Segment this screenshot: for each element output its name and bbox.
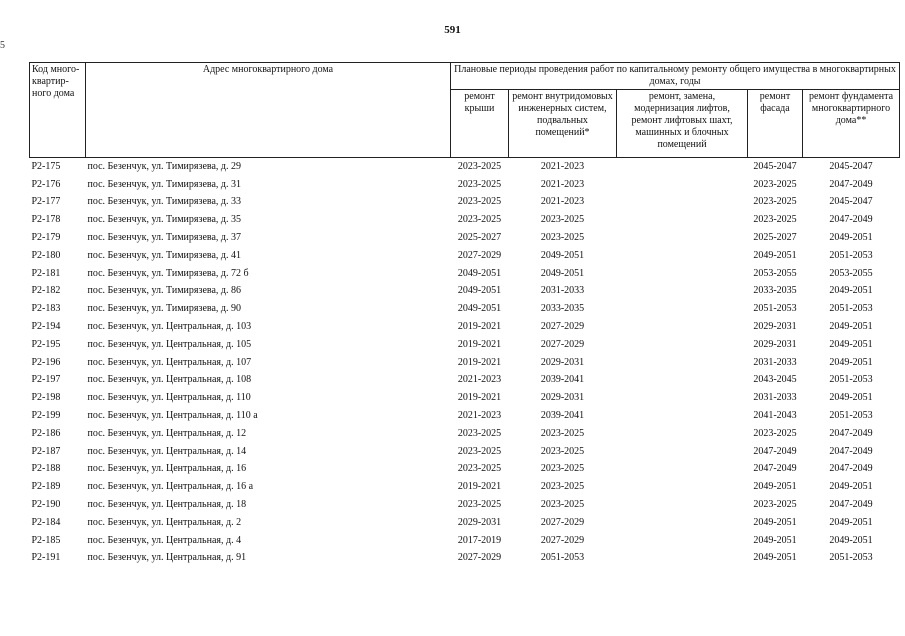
cell-systems: 2023-2025 [540,232,585,244]
cell-roof: 2023-2025 [457,445,502,457]
cell-elevators [617,443,748,461]
cell-systems: 2027-2029 [540,534,585,546]
cell-foundation: 2047-2049 [829,463,873,475]
cell-facade: 2045-2047 [753,160,797,172]
cell-code: Р2-181 [31,267,61,279]
cell-facade: 2025-2027 [753,232,797,244]
cell-address: пос. Безенчук, ул. Тимирязева, д. 41 [87,249,242,261]
cell-code: Р2-177 [31,196,61,208]
cell-code: Р2-184 [31,516,61,528]
cell-code: Р2-183 [31,303,61,315]
table-row [30,283,900,301]
table-row [30,514,900,532]
table-row [30,336,900,354]
cell-systems: 2033-2035 [540,303,585,315]
cell-address: пос. Безенчук, ул. Центральная, д. 16 а [87,481,254,493]
cell-address: пос. Безенчук, ул. Тимирязева, д. 72 б [87,267,249,279]
cell-foundation: 2047-2049 [829,427,873,439]
cell-address: пос. Безенчук, ул. Центральная, д. 105 [87,338,252,350]
cell-foundation: 2047-2049 [829,445,873,457]
cell-facade: 2023-2025 [753,499,797,511]
cell-roof: 2023-2025 [457,196,502,208]
cell-roof: 2049-2051 [457,267,502,279]
cell-elevators [617,176,748,194]
cell-foundation: 2049-2051 [829,516,873,528]
cell-systems: 2023-2025 [540,445,585,457]
cell-code: Р2-180 [31,249,61,261]
cell-systems: 2029-2031 [540,392,585,404]
cell-systems: 2029-2031 [540,356,585,368]
margin-mark: 5 [0,40,5,51]
cell-elevators [617,300,748,318]
cell-facade: 2029-2031 [753,338,797,350]
cell-systems: 2021-2023 [540,160,585,172]
cell-roof: 2027-2029 [457,552,502,564]
cell-foundation: 2051-2053 [829,410,873,422]
cell-address: пос. Безенчук, ул. Тимирязева, д. 86 [87,285,242,297]
table-row [30,407,900,425]
cell-systems: 2023-2025 [540,427,585,439]
cell-roof: 2021-2023 [457,410,502,422]
cell-address: пос. Безенчук, ул. Центральная, д. 110 [87,392,251,404]
cell-facade: 2043-2045 [753,374,797,386]
cell-elevators [617,550,748,568]
cell-foundation: 2045-2047 [829,160,873,172]
cell-roof: 2049-2051 [457,303,502,315]
cell-foundation: 2049-2051 [829,285,873,297]
cell-facade: 2049-2051 [753,552,797,564]
header-periods: Плановые периоды проведения работ по капитальному ремонту общего имущества в многоквартирных домах, годы [451,63,900,90]
cell-facade: 2023-2025 [753,196,797,208]
cell-roof: 2021-2023 [457,374,502,386]
cell-systems: 2023-2025 [540,481,585,493]
cell-elevators [617,372,748,390]
cell-address: пос. Безенчук, ул. Тимирязева, д. 37 [87,232,242,244]
cell-code: Р2-191 [31,552,61,564]
cell-roof: 2019-2021 [457,356,502,368]
cell-roof: 2025-2027 [457,232,502,244]
cell-facade: 2023-2025 [753,214,797,226]
header-address: Адрес многоквартирного дома [86,63,451,158]
cell-systems: 2049-2051 [540,267,585,279]
cell-elevators [617,211,748,229]
cell-code: Р2-176 [31,178,61,190]
cell-foundation: 2051-2053 [829,552,873,564]
cell-facade: 2031-2033 [753,356,797,368]
cell-facade: 2031-2033 [753,392,797,404]
cell-roof: 2019-2021 [457,481,502,493]
cell-address: пос. Безенчук, ул. Тимирязева, д. 33 [87,196,242,208]
cell-address: пос. Безенчук, ул. Центральная, д. 108 [87,374,252,386]
page-number: 591 [444,24,461,36]
table-row [30,176,900,194]
cell-facade: 2049-2051 [753,516,797,528]
cell-code: Р2-190 [31,499,61,511]
cell-foundation: 2051-2053 [829,303,873,315]
cell-foundation: 2051-2053 [829,249,873,261]
cell-address: пос. Безенчук, ул. Тимирязева, д. 90 [87,303,242,315]
header-roof: ремонт крыши [451,90,509,158]
table-row [30,532,900,550]
cell-facade: 2049-2051 [753,481,797,493]
cell-code: Р2-185 [31,534,61,546]
cell-systems: 2039-2041 [540,410,585,422]
table-row [30,496,900,514]
table-row [30,389,900,407]
cell-elevators [617,461,748,479]
header-systems: ремонт внутридомовых инженерных систем, подвальных помещений* [509,90,617,158]
cell-address: пос. Безенчук, ул. Центральная, д. 103 [87,321,252,333]
cell-address: пос. Безенчук, ул. Тимирязева, д. 29 [87,160,242,172]
table-row [30,461,900,479]
table-row [30,425,900,443]
cell-roof: 2049-2051 [457,285,502,297]
cell-code: Р2-186 [31,427,61,439]
table-row [30,318,900,336]
cell-elevators [617,514,748,532]
cell-elevators [617,532,748,550]
cell-roof: 2029-2031 [457,516,502,528]
cell-code: Р2-175 [31,160,61,172]
cell-foundation: 2053-2055 [829,267,873,279]
cell-facade: 2029-2031 [753,321,797,333]
cell-elevators [617,247,748,265]
cell-foundation: 2049-2051 [829,534,873,546]
cell-systems: 2023-2025 [540,214,585,226]
cell-elevators [617,265,748,283]
cell-facade: 2053-2055 [753,267,797,279]
cell-address: пос. Безенчук, ул. Центральная, д. 14 [87,445,247,457]
cell-elevators [617,229,748,247]
table-row [30,443,900,461]
cell-foundation: 2049-2051 [829,392,873,404]
cell-foundation: 2049-2051 [829,321,873,333]
cell-systems: 2021-2023 [540,196,585,208]
cell-foundation: 2047-2049 [829,214,873,226]
cell-elevators [617,354,748,372]
table-row [30,247,900,265]
table-row [30,158,900,176]
cell-facade: 2049-2051 [753,249,797,261]
cell-address: пос. Безенчук, ул. Центральная, д. 18 [87,499,247,511]
cell-roof: 2027-2029 [457,249,502,261]
cell-elevators [617,194,748,212]
cell-address: пос. Безенчук, ул. Центральная, д. 2 [87,516,242,528]
header-code: Код много-квартир-ного дома [30,63,86,158]
cell-systems: 2049-2051 [540,249,585,261]
cell-systems: 2051-2053 [540,552,585,564]
cell-facade: 2041-2043 [753,410,797,422]
repair-schedule-table [29,62,900,567]
cell-address: пос. Безенчук, ул. Центральная, д. 16 [87,463,247,475]
cell-roof: 2023-2025 [457,427,502,439]
cell-elevators [617,425,748,443]
cell-foundation: 2049-2051 [829,481,873,493]
cell-roof: 2023-2025 [457,463,502,475]
cell-address: пос. Безенчук, ул. Центральная, д. 91 [87,552,247,564]
cell-address: пос. Безенчук, ул. Тимирязева, д. 35 [87,214,242,226]
cell-facade: 2023-2025 [753,178,797,190]
cell-elevators [617,407,748,425]
cell-code: Р2-198 [31,392,61,404]
cell-code: Р2-194 [31,321,61,333]
table-header [30,63,900,158]
cell-elevators [617,478,748,496]
cell-roof: 2023-2025 [457,214,502,226]
cell-foundation: 2047-2049 [829,499,873,511]
cell-foundation: 2047-2049 [829,178,873,190]
table-row [30,229,900,247]
cell-systems: 2039-2041 [540,374,585,386]
cell-code: Р2-188 [31,463,61,475]
cell-address: пос. Безенчук, ул. Центральная, д. 107 [87,356,252,368]
cell-systems: 2031-2033 [540,285,585,297]
cell-systems: 2023-2025 [540,463,585,475]
cell-elevators [617,318,748,336]
cell-elevators [617,496,748,514]
cell-facade: 2051-2053 [753,303,797,315]
cell-code: Р2-195 [31,338,61,350]
header-foundation: ремонт фундамента многоквартирного дома** [803,90,900,158]
cell-code: Р2-199 [31,410,61,422]
cell-facade: 2033-2035 [753,285,797,297]
cell-facade: 2049-2051 [753,534,797,546]
cell-roof: 2019-2021 [457,392,502,404]
table-row [30,478,900,496]
table-row [30,300,900,318]
cell-systems: 2021-2023 [540,178,585,190]
cell-code: Р2-196 [31,356,61,368]
table-row [30,550,900,568]
table-row [30,194,900,212]
cell-address: пос. Безенчук, ул. Центральная, д. 4 [87,534,242,546]
cell-code: Р2-189 [31,481,61,493]
cell-facade: 2023-2025 [753,427,797,439]
cell-elevators [617,389,748,407]
cell-roof: 2017-2019 [457,534,502,546]
cell-elevators [617,283,748,301]
cell-roof: 2023-2025 [457,499,502,511]
cell-code: Р2-187 [31,445,61,457]
cell-address: пос. Безенчук, ул. Тимирязева, д. 31 [87,178,242,190]
cell-systems: 2027-2029 [540,516,585,528]
header-elevators: ремонт, замена, модернизация лифтов, ремонт лифтовых шахт, машинных и блочных помещений [617,90,748,158]
cell-code: Р2-197 [31,374,61,386]
cell-roof: 2019-2021 [457,338,502,350]
cell-elevators [617,158,748,176]
cell-code: Р2-178 [31,214,61,226]
table-body [30,158,900,568]
cell-code: Р2-179 [31,232,61,244]
cell-roof: 2019-2021 [457,321,502,333]
table-row [30,354,900,372]
table-row [30,211,900,229]
cell-elevators [617,336,748,354]
cell-roof: 2023-2025 [457,160,502,172]
table-row [30,372,900,390]
cell-code: Р2-182 [31,285,61,297]
cell-systems: 2023-2025 [540,499,585,511]
table-row [30,265,900,283]
cell-address: пос. Безенчук, ул. Центральная, д. 110 а [87,410,258,422]
cell-foundation: 2049-2051 [829,338,873,350]
header-facade: ремонт фасада [748,90,803,158]
cell-roof: 2023-2025 [457,178,502,190]
cell-facade: 2047-2049 [753,445,797,457]
cell-foundation: 2045-2047 [829,196,873,208]
cell-address: пос. Безенчук, ул. Центральная, д. 12 [87,427,247,439]
cell-foundation: 2049-2051 [829,232,873,244]
cell-facade: 2047-2049 [753,463,797,475]
cell-foundation: 2051-2053 [829,374,873,386]
cell-foundation: 2049-2051 [829,356,873,368]
cell-systems: 2027-2029 [540,321,585,333]
cell-systems: 2027-2029 [540,338,585,350]
